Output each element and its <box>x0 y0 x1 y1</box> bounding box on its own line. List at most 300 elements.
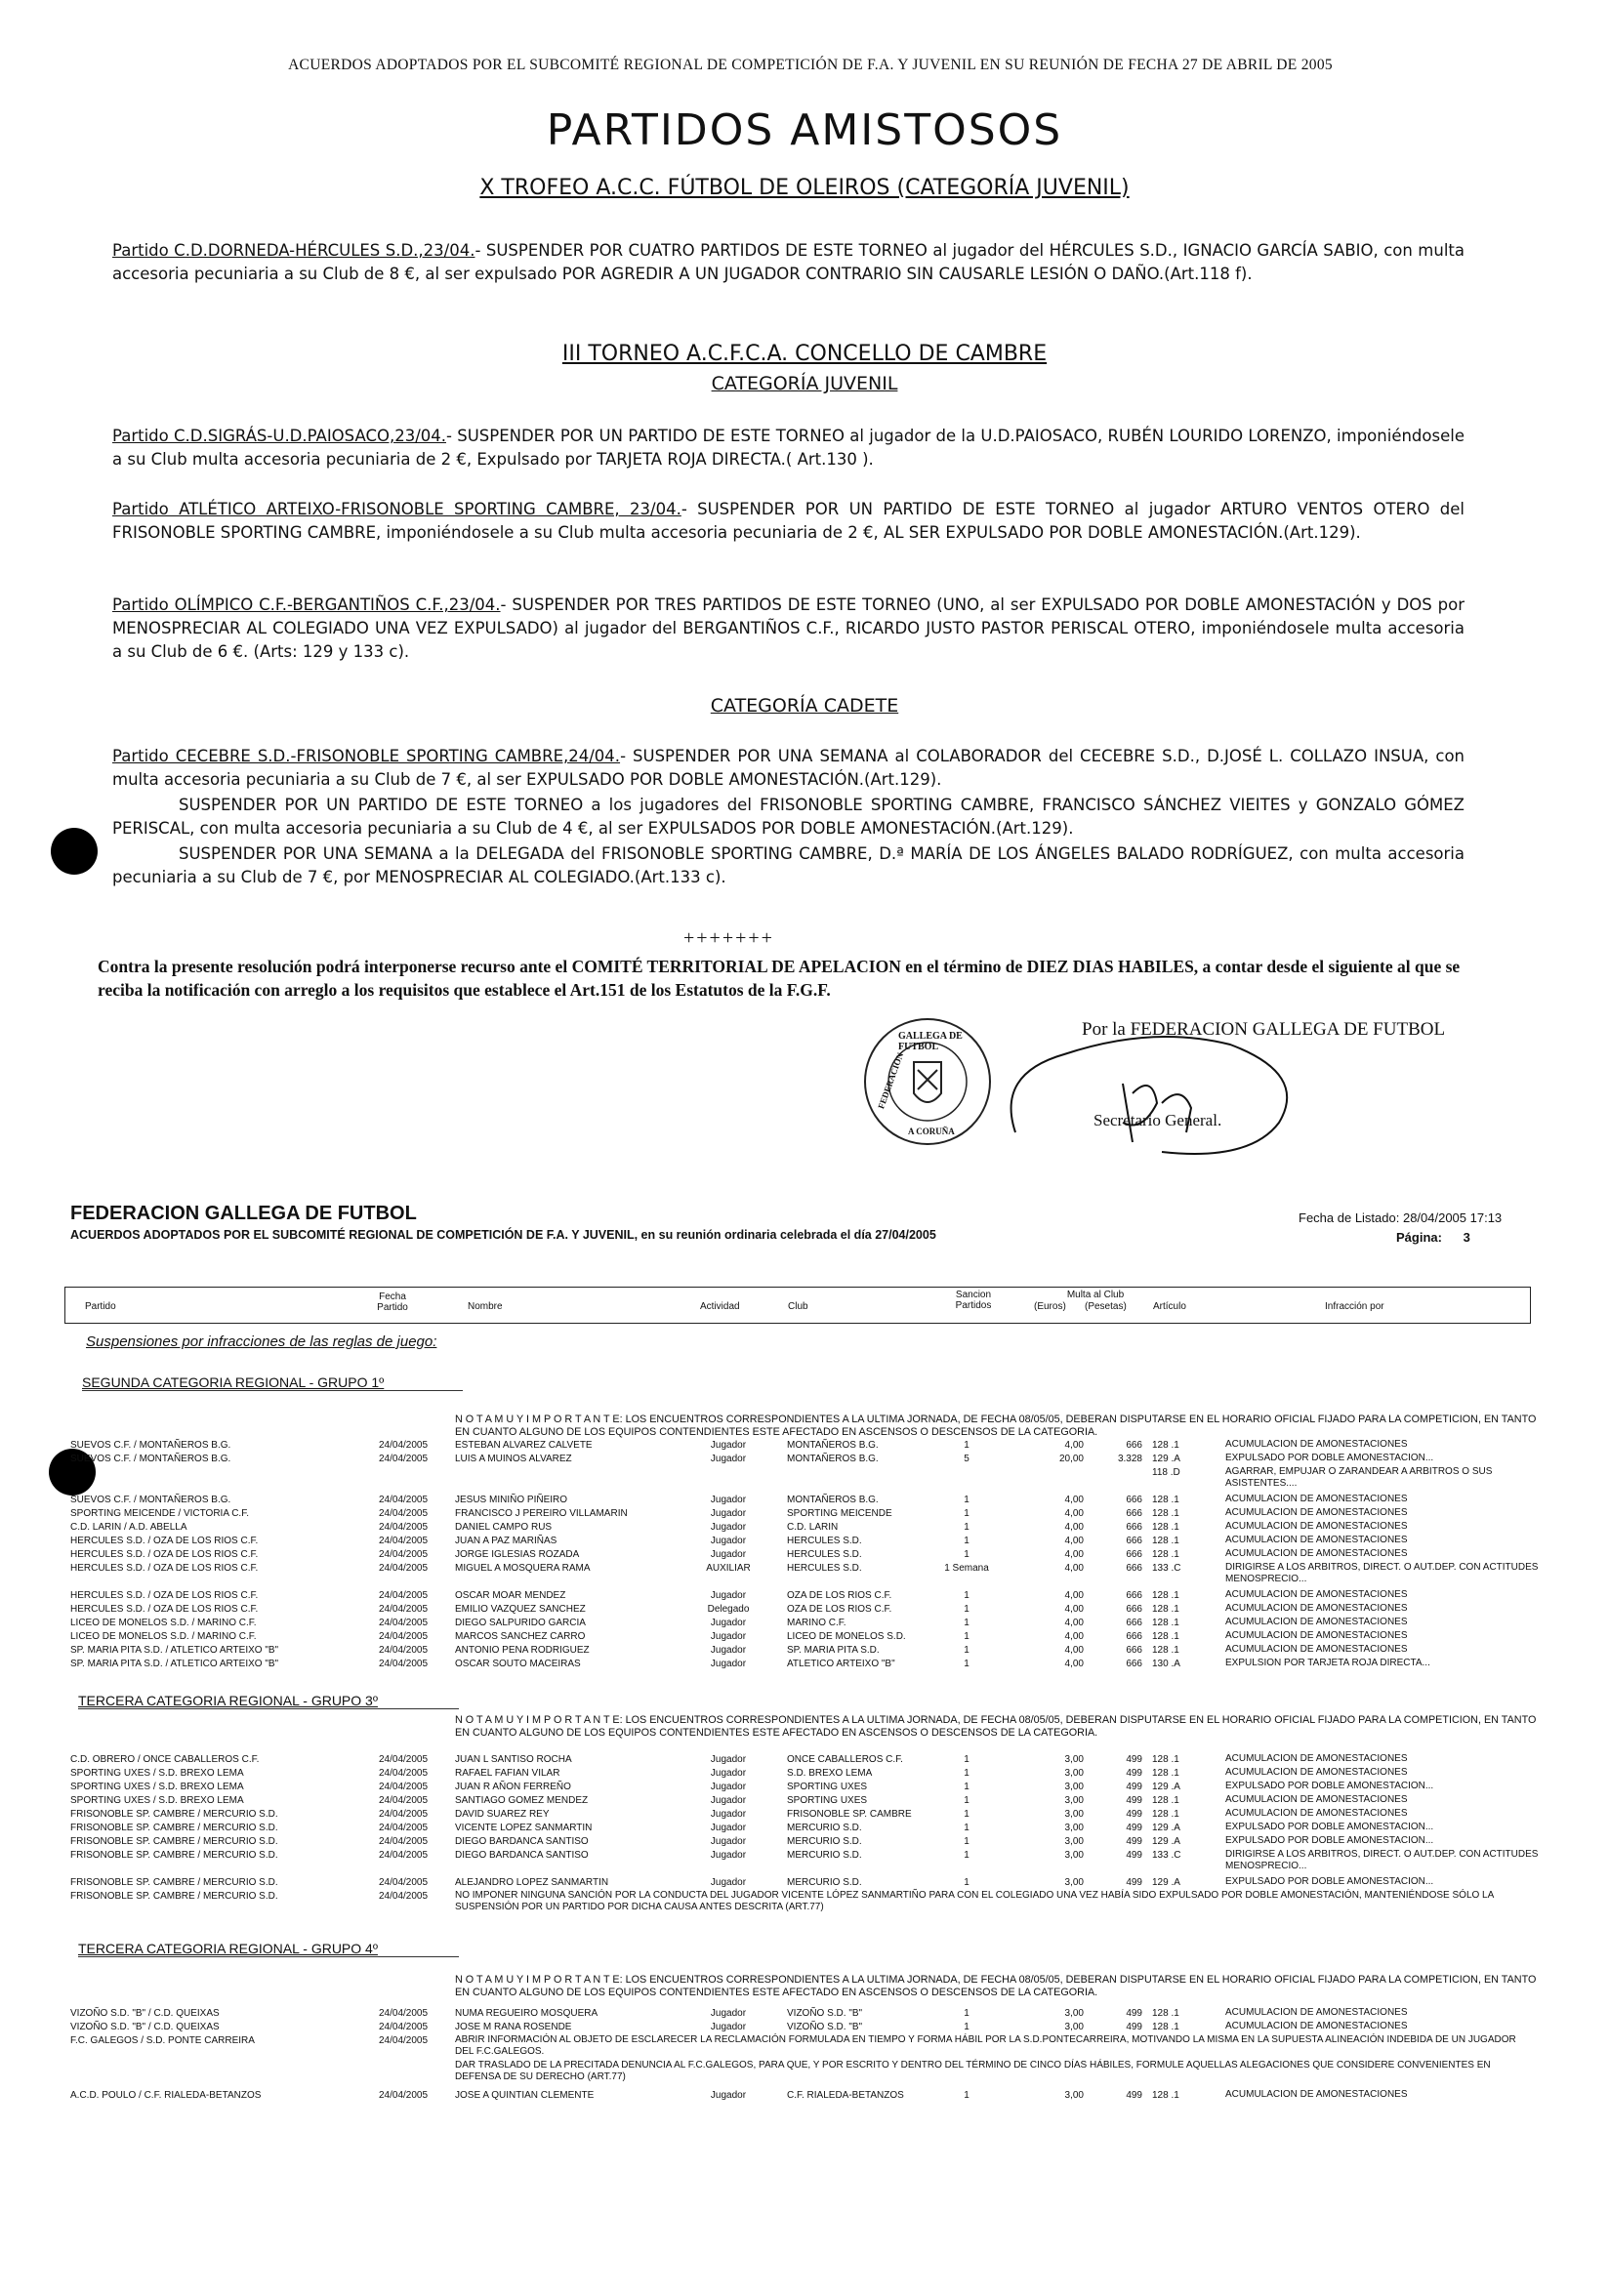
cell-actividad: Jugador <box>710 1440 747 1451</box>
cell-actividad: AUXILIAR <box>706 1563 751 1574</box>
cell-articulo: 128 .1 <box>1152 1440 1179 1451</box>
cell-infraccion: ACUMULACION DE AMONESTACIONES <box>1225 1535 1408 1545</box>
cell-club: ONCE CABALLEROS C.F. <box>787 1754 903 1765</box>
cell-pesetas: 499 <box>1126 1768 1142 1779</box>
cell-club: SPORTING UXES <box>787 1795 868 1806</box>
cell-euros: 4,00 <box>1064 1659 1084 1669</box>
cell-articulo: 133 .C <box>1152 1563 1181 1574</box>
table-row <box>0 1822 1609 1835</box>
important-note: N O T A M U Y I M P O R T A N T E: LOS ENCUENTROS CORRESPONDIENTES A LA ULTIMA JORNADA, DE FECHA 08/05/05, DEBERAN DISPUTARSE EN EL HORARIO OFICIAL FIJADO PARA LA COMPETICION, EN TANTO EN CUANTO ALGUNO DE LOS EQUIPOS CONTENDIENTES ESTE AFECTADO EN ASCENSOS O DESCENSOS DE LA CATEGORIA. <box>455 1714 1537 1739</box>
listing-date: Fecha de Listado: 28/04/2005 17:13 <box>1299 1210 1503 1225</box>
cell-sancion: 1 <box>964 1809 970 1820</box>
cell-fecha: 24/04/2005 <box>379 2090 429 2101</box>
cell-infraccion: ACUMULACION DE AMONESTACIONES <box>1225 1521 1408 1532</box>
table-row <box>0 1849 1609 1871</box>
cell-pesetas: 666 <box>1126 1536 1142 1546</box>
cell-partido: HERCULES S.D. / OZA DE LOS RIOS C.F. <box>70 1590 259 1601</box>
cell-partido: VIZOÑO S.D. "B" / C.D. QUEIXAS <box>70 2022 220 2032</box>
cell-nombre: JORGE IGLESIAS ROZADA <box>455 1549 580 1560</box>
cell-partido: C.D. LARIN / A.D. ABELLA <box>70 1522 187 1533</box>
cell-pesetas: 499 <box>1126 2008 1142 2019</box>
cell-nombre: JOSE M RANA ROSENDE <box>455 2022 572 2032</box>
cell-club: VIZOÑO S.D. "B" <box>787 2022 863 2032</box>
col-euros: (Euros) <box>1034 1301 1066 1312</box>
cell-pesetas: 499 <box>1126 2090 1142 2101</box>
table-row <box>0 1589 1609 1603</box>
cell-articulo: 128 .1 <box>1152 2022 1179 2032</box>
cell-sancion: 1 <box>964 1549 970 1560</box>
table-row <box>0 1767 1609 1781</box>
cell-euros: 3,00 <box>1064 1836 1084 1847</box>
cell-euros: 3,00 <box>1064 1877 1084 1888</box>
cell-articulo: 128 .1 <box>1152 1549 1179 1560</box>
cell-pesetas: 666 <box>1126 1604 1142 1615</box>
cell-euros: 4,00 <box>1064 1563 1084 1574</box>
cell-club: MARINO C.F. <box>787 1618 846 1628</box>
cell-articulo: 128 .1 <box>1152 1809 1179 1820</box>
cell-infraccion: ACUMULACION DE AMONESTACIONES <box>1225 2089 1408 2100</box>
cell-nombre: JUAN A PAZ MARIÑAS <box>455 1536 557 1546</box>
cell-articulo: 128 .1 <box>1152 1522 1179 1533</box>
cell-club: SPORTING UXES <box>787 1782 868 1792</box>
table-row <box>0 1808 1609 1822</box>
cell-club: VIZOÑO S.D. "B" <box>787 2008 863 2019</box>
resolution-text: - SUSPENDER POR UNA SEMANA al COLABORADOR del CECEBRE S.D., D.JOSÉ L. COLLAZO INSUA, con multa accesoria pecuniaria a su Club de 7 €, al ser EXPULSADO POR DOBLE AMONESTACIÓN.(Art.129). <box>112 747 1465 789</box>
cell-actividad: Jugador <box>710 1877 747 1888</box>
cell-fecha: 24/04/2005 <box>379 1563 429 1574</box>
cell-club: S.D. BREXO LEMA <box>787 1768 873 1779</box>
note-text: DAR TRASLADO DE LA PRECITADA DENUNCIA AL F.C.GALEGOS, PARA QUE, Y POR ESCRITO Y DENTRO DEL TÉRMINO DE CINCO DÍAS HÁBILES, FORMULE AQUELLAS ALEGACIONES QUE CONSIDERE CONVENIENTES EN DEFENSA DE SU DERECHO (ART.77) <box>455 2060 1491 2082</box>
cell-articulo: 128 .1 <box>1152 1495 1179 1505</box>
col-club: Club <box>788 1301 808 1312</box>
cell-fecha: 24/04/2005 <box>379 1782 429 1792</box>
cell-actividad: Jugador <box>710 1836 747 1847</box>
cell-pesetas: 666 <box>1126 1495 1142 1505</box>
table-row <box>0 1753 1609 1767</box>
resolution-text: - SUSPENDER POR UN PARTIDO DE ESTE TORNEO al jugador ARTURO VENTOS OTERO del FRISONOBLE SPORTING CAMBRE, imponiéndosele a su Club multa accesoria pecuniaria de 2 €, AL SER EXPULSADO POR DOBLE AMONESTACIÓN.(Art.129). <box>112 500 1465 542</box>
cell-fecha: 24/04/2005 <box>379 1836 429 1847</box>
col-partido: Partido <box>85 1301 116 1312</box>
cell-sancion: 1 <box>964 2008 970 2019</box>
group-rule <box>78 1708 459 1709</box>
cell-articulo: 128 .1 <box>1152 1768 1179 1779</box>
cell-sancion: 1 <box>964 1508 970 1519</box>
cell-pesetas: 499 <box>1126 1877 1142 1888</box>
table-row <box>0 1876 1609 1890</box>
cell-pesetas: 499 <box>1126 1754 1142 1765</box>
cell-fecha: 24/04/2005 <box>379 1631 429 1642</box>
cell-actividad: Jugador <box>710 1754 747 1765</box>
cell-sancion: 1 <box>964 2090 970 2101</box>
cell-club: MERCURIO S.D. <box>787 1836 862 1847</box>
cell-pesetas: 666 <box>1126 1522 1142 1533</box>
cell-actividad: Jugador <box>710 1782 747 1792</box>
resolution-paragraph <box>112 594 1465 664</box>
cell-articulo: 128 .1 <box>1152 1508 1179 1519</box>
cell-infraccion: ACUMULACION DE AMONESTACIONES <box>1225 1589 1408 1600</box>
cell-pesetas: 499 <box>1126 1809 1142 1820</box>
punch-hole <box>51 828 98 875</box>
cell-partido: SPORTING UXES / S.D. BREXO LEMA <box>70 1795 244 1806</box>
cell-nombre: DIEGO BARDANCA SANTISO <box>455 1836 589 1847</box>
cell-euros: 4,00 <box>1064 1590 1084 1601</box>
cell-infraccion: ACUMULACION DE AMONESTACIONES <box>1225 1644 1408 1655</box>
cell-partido: SP. MARIA PITA S.D. / ATLETICO ARTEIXO "B" <box>70 1645 279 1656</box>
col-infraccion: Infracción por <box>1325 1301 1384 1312</box>
cell-actividad: Jugador <box>710 1809 747 1820</box>
page-label: Página: <box>1396 1230 1442 1245</box>
cell-articulo: 118 .D <box>1152 1467 1180 1478</box>
cell-actividad: Jugador <box>710 1495 747 1505</box>
table-header <box>64 1287 1531 1324</box>
cell-infraccion: ACUMULACION DE AMONESTACIONES <box>1225 1617 1408 1627</box>
cell-partido: HERCULES S.D. / OZA DE LOS RIOS C.F. <box>70 1536 259 1546</box>
cell-pesetas: 666 <box>1126 1440 1142 1451</box>
table-row <box>0 1535 1609 1548</box>
group-rule <box>78 1956 459 1957</box>
cell-pesetas: 499 <box>1126 1795 1142 1806</box>
cell-sancion: 1 <box>964 1754 970 1765</box>
cell-pesetas: 499 <box>1126 2022 1142 2032</box>
cell-articulo: 129 .A <box>1152 1782 1180 1792</box>
cell-infraccion: EXPULSADO POR DOBLE AMONESTACION... <box>1225 1876 1434 1887</box>
table-row <box>0 1617 1609 1630</box>
cell-actividad: Jugador <box>710 1631 747 1642</box>
cell-euros: 3,00 <box>1064 1809 1084 1820</box>
cell-actividad: Jugador <box>710 1618 747 1628</box>
cell-infraccion: ACUMULACION DE AMONESTACIONES <box>1225 1808 1408 1819</box>
cell-pesetas: 499 <box>1126 1823 1142 1833</box>
cell-infraccion: EXPULSADO POR DOBLE AMONESTACION... <box>1225 1781 1434 1791</box>
cell-actividad: Jugador <box>710 1850 747 1861</box>
table-row <box>0 1521 1609 1535</box>
col-articulo: Artículo <box>1153 1301 1186 1312</box>
cell-nombre: NUMA REGUEIRO MOSQUERA <box>455 2008 598 2019</box>
cell-actividad: Jugador <box>710 1768 747 1779</box>
cell-infraccion: DIRIGIRSE A LOS ARBITROS, DIRECT. O AUT.DEP. CON ACTITUDES MENOSPRECIO... <box>1225 1562 1539 1584</box>
cell-fecha: 24/04/2005 <box>379 1590 429 1601</box>
cell-euros: 3,00 <box>1064 1795 1084 1806</box>
cell-euros: 3,00 <box>1064 1850 1084 1861</box>
cell-sancion: 1 <box>964 1645 970 1656</box>
cell-articulo: 128 .1 <box>1152 1631 1179 1642</box>
cell-nombre: ALEJANDRO LOPEZ SANMARTIN <box>455 1877 609 1888</box>
appeal-notice: Contra la presente resolución podrá interponerse recurso ante el COMITÉ TERRITORIAL DE APELACION en el término de DIEZ DIAS HABILES, a contar desde el siguiente al que se reciba la notificación con arreglo a los requisitos que establece el Art.151 de los Estatutos de la F.G.F. <box>98 957 1461 1000</box>
cell-partido: VIZOÑO S.D. "B" / C.D. QUEIXAS <box>70 2008 220 2019</box>
cell-partido: A.C.D. POULO / C.F. RIALEDA-BETANZOS <box>70 2090 262 2101</box>
match-label: Partido C.D.DORNEDA-HÉRCULES S.D.,23/04. <box>112 241 475 260</box>
cell-pesetas: 499 <box>1126 1850 1142 1861</box>
cell-articulo: 128 .1 <box>1152 2090 1179 2101</box>
cell-articulo: 128 .1 <box>1152 2008 1179 2019</box>
cell-partido: FRISONOBLE SP. CAMBRE / MERCURIO S.D. <box>70 1836 278 1847</box>
group-title: TERCERA CATEGORIA REGIONAL - GRUPO 3º <box>78 1693 378 1708</box>
cell-nombre: ANTONIO PENA RODRIGUEZ <box>455 1645 590 1656</box>
col-fecha: Fecha Partido <box>377 1292 408 1313</box>
table-row <box>0 1835 1609 1849</box>
cell-actividad: Delegado <box>707 1604 750 1615</box>
cell-sancion: 1 <box>964 2022 970 2032</box>
cell-euros: 3,00 <box>1064 1754 1084 1765</box>
cell-sancion: 1 <box>964 1659 970 1669</box>
cell-articulo: 128 .1 <box>1152 1590 1179 1601</box>
cell-club: MERCURIO S.D. <box>787 1823 862 1833</box>
cell-sancion: 1 <box>964 1850 970 1861</box>
suspensions-section-title: Suspensiones por infracciones de las reglas de juego: <box>86 1333 437 1350</box>
cell-fecha: 24/04/2005 <box>379 2035 429 2046</box>
cell-fecha: 24/04/2005 <box>379 1795 429 1806</box>
table-row <box>0 1494 1609 1507</box>
table-row <box>0 1439 1609 1453</box>
cell-fecha: 24/04/2005 <box>379 1549 429 1560</box>
cell-club: MONTAÑEROS B.G. <box>787 1454 879 1464</box>
cell-nombre: DIEGO BARDANCA SANTISO <box>455 1850 589 1861</box>
cell-partido: FRISONOBLE SP. CAMBRE / MERCURIO S.D. <box>70 1850 278 1861</box>
page-value: 3 <box>1463 1230 1470 1245</box>
cell-articulo: 129 .A <box>1152 1836 1180 1847</box>
cell-nombre: JESUS MINIÑO PIÑEIRO <box>455 1495 568 1505</box>
cell-club: OZA DE LOS RIOS C.F. <box>787 1590 892 1601</box>
cell-fecha: 24/04/2005 <box>379 1454 429 1464</box>
cell-euros: 4,00 <box>1064 1618 1084 1628</box>
cell-club: MERCURIO S.D. <box>787 1877 862 1888</box>
cell-nombre: RAFAEL FAFIAN VILAR <box>455 1768 560 1779</box>
cell-actividad: Jugador <box>710 1508 747 1519</box>
cell-articulo: 129 .A <box>1152 1454 1180 1464</box>
cell-infraccion: EXPULSADO POR DOBLE AMONESTACION... <box>1225 1453 1434 1463</box>
cell-nombre: JUAN R AÑON FERREÑO <box>455 1782 571 1792</box>
table-row <box>0 1548 1609 1562</box>
cell-club: HERCULES S.D. <box>787 1549 862 1560</box>
resolution-paragraph <box>112 498 1465 545</box>
cell-partido: HERCULES S.D. / OZA DE LOS RIOS C.F. <box>70 1563 259 1574</box>
cell-sancion: 1 <box>964 1618 970 1628</box>
cell-pesetas: 499 <box>1126 1836 1142 1847</box>
col-sancion: Sancion Partidos <box>955 1290 992 1311</box>
federation-seal <box>859 1013 996 1150</box>
note-row <box>0 1890 1609 1912</box>
group-title: TERCERA CATEGORIA REGIONAL - GRUPO 4º <box>78 1941 378 1956</box>
cell-articulo: 129 .A <box>1152 1877 1180 1888</box>
cell-euros: 4,00 <box>1064 1440 1084 1451</box>
cell-fecha: 24/04/2005 <box>379 1768 429 1779</box>
cell-sancion: 1 <box>964 1536 970 1546</box>
cell-fecha: 24/04/2005 <box>379 2022 429 2032</box>
col-nombre: Nombre <box>468 1301 503 1312</box>
match-label: Partido OLÍMPICO C.F.-BERGANTIÑOS C.F.,23/04. <box>112 595 501 614</box>
cell-actividad: Jugador <box>710 1645 747 1656</box>
col-actividad: Actividad <box>700 1301 740 1312</box>
cell-euros: 3,00 <box>1064 1768 1084 1779</box>
cell-nombre: DIEGO SALPURIDO GARCIA <box>455 1618 586 1628</box>
cell-articulo: 133 .C <box>1152 1850 1181 1861</box>
cell-sancion: 1 <box>964 1782 970 1792</box>
cell-pesetas: 666 <box>1126 1618 1142 1628</box>
cell-club: ATLETICO ARTEIXO "B" <box>787 1659 895 1669</box>
seal-text-bottom: A CORUÑA <box>908 1127 955 1136</box>
separator-marks: +++++++ <box>683 927 774 949</box>
col-pesetas: (Pesetas) <box>1085 1301 1127 1312</box>
cell-fecha: 24/04/2005 <box>379 1823 429 1833</box>
group-rule <box>82 1390 463 1391</box>
table-row <box>0 1781 1609 1794</box>
cell-partido: SP. MARIA PITA S.D. / ATLETICO ARTEIXO "B" <box>70 1659 279 1669</box>
cell-nombre: ESTEBAN ALVAREZ CALVETE <box>455 1440 593 1451</box>
page-number <box>1396 1230 1470 1245</box>
cell-infraccion: ACUMULACION DE AMONESTACIONES <box>1225 1439 1408 1450</box>
cell-infraccion: EXPULSADO POR DOBLE AMONESTACION... <box>1225 1835 1434 1846</box>
table-row <box>0 1453 1609 1466</box>
col-multa: Multa al Club <box>1066 1290 1125 1300</box>
cell-club: HERCULES S.D. <box>787 1563 862 1574</box>
cell-actividad: Jugador <box>710 1659 747 1669</box>
table-row <box>0 1794 1609 1808</box>
cell-actividad: Jugador <box>710 1454 747 1464</box>
cell-infraccion: ACUMULACION DE AMONESTACIONES <box>1225 1794 1408 1805</box>
cell-club: MONTAÑEROS B.G. <box>787 1495 879 1505</box>
table-row <box>0 1562 1609 1584</box>
cell-partido: C.D. OBRERO / ONCE CABALLEROS C.F. <box>70 1754 260 1765</box>
cell-actividad: Jugador <box>710 2090 747 2101</box>
signature <box>986 1015 1338 1171</box>
cell-euros: 3,00 <box>1064 2008 1084 2019</box>
cell-fecha: 24/04/2005 <box>379 1809 429 1820</box>
cell-pesetas: 499 <box>1126 1782 1142 1792</box>
cell-partido: FRISONOBLE SP. CAMBRE / MERCURIO S.D. <box>70 1809 278 1820</box>
tournament-title-oleiros: X TROFEO A.C.C. FÚTBOL DE OLEIROS (CATEGORÍA JUVENIL) <box>479 176 1130 200</box>
cell-actividad: Jugador <box>710 1522 747 1533</box>
cell-infraccion: ACUMULACION DE AMONESTACIONES <box>1225 1507 1408 1518</box>
cell-partido: SUEVOS C.F. / MONTAÑEROS B.G. <box>70 1440 231 1451</box>
cell-infraccion: ACUMULACION DE AMONESTACIONES <box>1225 1494 1408 1504</box>
note-row <box>0 2034 1609 2057</box>
cell-euros: 4,00 <box>1064 1604 1084 1615</box>
cell-pesetas: 666 <box>1126 1631 1142 1642</box>
cell-articulo: 128 .1 <box>1152 1754 1179 1765</box>
resolution-paragraph <box>112 745 1465 792</box>
cell-partido: SPORTING MEICENDE / VICTORIA C.F. <box>70 1508 249 1519</box>
cell-fecha: 24/04/2005 <box>379 1659 429 1669</box>
cell-infraccion: ACUMULACION DE AMONESTACIONES <box>1225 2007 1408 2018</box>
table-row <box>0 2007 1609 2021</box>
note-text: NO IMPONER NINGUNA SANCIÓN POR LA CONDUCTA DEL JUGADOR VICENTE LÓPEZ SANMARTIÑO PARA CON EL COLEGIADO UNA VEZ HABÍA SIDO EXPULSADO POR DOBLE AMONESTACIÓN, MANTENIÉNDOSE SÓLO LA SUSPENSIÓN POR UN PARTIDO POR DICHA CAUSA ANTES DESCRITA (ART.77) <box>455 1890 1494 1912</box>
important-note: N O T A M U Y I M P O R T A N T E: LOS ENCUENTROS CORRESPONDIENTES A LA ULTIMA JORNADA, DE FECHA 08/05/05, DEBERAN DISPUTARSE EN EL HORARIO OFICIAL FIJADO PARA LA COMPETICION, EN TANTO EN CUANTO ALGUNO DE LOS EQUIPOS CONTENDIENTES ESTE AFECTADO EN ASCENSOS O DESCENSOS DE LA CATEGORIA. <box>455 1974 1537 1998</box>
cell-fecha: 24/04/2005 <box>379 1618 429 1628</box>
cell-pesetas: 666 <box>1126 1549 1142 1560</box>
cell-fecha: 24/04/2005 <box>379 1508 429 1519</box>
cell-nombre: DAVID SUAREZ REY <box>455 1809 550 1820</box>
document-header-line: ACUERDOS ADOPTADOS POR EL SUBCOMITÉ REGIONAL DE COMPETICIÓN DE F.A. Y JUVENIL EN SU REUNIÓN DE FECHA 27 DE ABRIL DE 2005 <box>288 57 1333 73</box>
table-row <box>0 1630 1609 1644</box>
cell-club: SPORTING MEICENDE <box>787 1508 892 1519</box>
cell-fecha: 24/04/2005 <box>379 1495 429 1505</box>
match-label: Partido C.D.SIGRÁS-U.D.PAIOSACO,23/04. <box>112 427 446 445</box>
cell-fecha: 24/04/2005 <box>379 1604 429 1615</box>
cell-fecha: 24/04/2005 <box>379 1645 429 1656</box>
seal-text-top: GALLEGA DE FUTBOL <box>898 1031 963 1052</box>
cell-partido: HERCULES S.D. / OZA DE LOS RIOS C.F. <box>70 1549 259 1560</box>
cell-club: MERCURIO S.D. <box>787 1850 862 1861</box>
table-row <box>0 2021 1609 2034</box>
cell-infraccion: EXPULSADO POR DOBLE AMONESTACION... <box>1225 1822 1434 1832</box>
cell-infraccion: ACUMULACION DE AMONESTACIONES <box>1225 1753 1408 1764</box>
group-title: SEGUNDA CATEGORIA REGIONAL - GRUPO 1º <box>82 1374 385 1390</box>
cell-articulo: 129 .A <box>1152 1823 1180 1833</box>
cell-infraccion: AGARRAR, EMPUJAR O ZARANDEAR A ARBITROS O SUS ASISTENTES.... <box>1225 1466 1493 1489</box>
cell-infraccion: ACUMULACION DE AMONESTACIONES <box>1225 2021 1408 2031</box>
resolution-text: - SUSPENDER POR CUATRO PARTIDOS DE ESTE TORNEO al jugador del HÉRCULES S.D., IGNACIO GARCÍA SABIO, con multa accesoria pecuniaria a su Club de 8 €, al ser expulsado POR AGREDIR A UN JUGADOR CONTRARIO SIN CAUSARLE LESIÓN O DAÑO.(Art.118 f). <box>112 241 1465 283</box>
cell-articulo: 128 .1 <box>1152 1604 1179 1615</box>
cell-actividad: Jugador <box>710 1795 747 1806</box>
cell-sancion: 1 <box>964 1631 970 1642</box>
cell-articulo: 128 .1 <box>1152 1536 1179 1546</box>
cell-partido: F.C. GALEGOS / S.D. PONTE CARREIRA <box>70 2035 255 2046</box>
match-label: Partido ATLÉTICO ARTEIXO-FRISONOBLE SPORTING CAMBRE, 23/04. <box>112 500 681 518</box>
signer-role: Secretario General. <box>1093 1111 1222 1129</box>
cell-partido: FRISONOBLE SP. CAMBRE / MERCURIO S.D. <box>70 1891 278 1902</box>
cell-partido: HERCULES S.D. / OZA DE LOS RIOS C.F. <box>70 1604 259 1615</box>
cell-articulo: 128 .1 <box>1152 1795 1179 1806</box>
cell-euros: 3,00 <box>1064 1823 1084 1833</box>
cell-club: MONTAÑEROS B.G. <box>787 1440 879 1451</box>
seal-text-left: FEDERACION <box>876 1050 906 1111</box>
cell-nombre: JOSE A QUINTIAN CLEMENTE <box>455 2090 595 2101</box>
table-row <box>0 1466 1609 1489</box>
cell-nombre: FRANCISCO J PEREIRO VILLAMARIN <box>455 1508 628 1519</box>
cell-sancion: 1 <box>964 1877 970 1888</box>
resolution-paragraph: SUSPENDER POR UN PARTIDO DE ESTE TORNEO a los jugadores del FRISONOBLE SPORTING CAMBRE, FRANCISCO SÁNCHEZ VIEITES y GONZALO GÓMEZ PERISCAL, con multa accesoria pecuniaria a su Club de 4 €, al ser EXPULSADOS POR DOBLE AMONESTACIÓN.(Art.129). <box>112 796 1465 838</box>
table-row <box>0 1507 1609 1521</box>
cell-nombre: JUAN L SANTISO ROCHA <box>455 1754 572 1765</box>
cell-sancion: 1 <box>964 1495 970 1505</box>
cell-actividad: Jugador <box>710 2008 747 2019</box>
cell-sancion: 1 <box>964 1604 970 1615</box>
cell-euros: 4,00 <box>1064 1522 1084 1533</box>
cell-infraccion: ACUMULACION DE AMONESTACIONES <box>1225 1603 1408 1614</box>
cell-articulo: 130 .A <box>1152 1659 1180 1669</box>
signer-organization: Por la FEDERACION GALLEGA DE FUTBOL <box>1082 1019 1446 1040</box>
cell-infraccion: EXPULSION POR TARJETA ROJA DIRECTA... <box>1225 1658 1430 1668</box>
cell-actividad: Jugador <box>710 1823 747 1833</box>
cell-fecha: 24/04/2005 <box>379 1536 429 1546</box>
cell-sancion: 1 <box>964 1795 970 1806</box>
cell-fecha: 24/04/2005 <box>379 1754 429 1765</box>
cell-sancion: 1 <box>964 1440 970 1451</box>
cell-articulo: 128 .1 <box>1152 1618 1179 1628</box>
cell-fecha: 24/04/2005 <box>379 1891 429 1902</box>
category-juvenil: CATEGORÍA JUVENIL <box>711 373 898 394</box>
tournament-title-cambre: III TORNEO A.C.F.C.A. CONCELLO DE CAMBRE <box>561 342 1048 366</box>
cell-nombre: EMILIO VAZQUEZ SANCHEZ <box>455 1604 586 1615</box>
cell-club: C.D. LARIN <box>787 1522 839 1533</box>
cell-nombre: MIGUEL A MOSQUERA RAMA <box>455 1563 591 1574</box>
cell-nombre: SANTIAGO GOMEZ MENDEZ <box>455 1795 589 1806</box>
cell-infraccion: DIRIGIRSE A LOS ARBITROS, DIRECT. O AUT.DEP. CON ACTITUDES MENOSPRECIO... <box>1225 1849 1539 1871</box>
cell-pesetas: 666 <box>1126 1563 1142 1574</box>
cell-euros: 4,00 <box>1064 1631 1084 1642</box>
cell-nombre: VICENTE LOPEZ SANMARTIN <box>455 1823 593 1833</box>
cell-pesetas: 666 <box>1126 1659 1142 1669</box>
cell-club: HERCULES S.D. <box>787 1536 862 1546</box>
cell-club: LICEO DE MONELOS S.D. <box>787 1631 906 1642</box>
cell-partido: FRISONOBLE SP. CAMBRE / MERCURIO S.D. <box>70 1877 278 1888</box>
cell-pesetas: 3.328 <box>1117 1454 1142 1464</box>
cell-club: OZA DE LOS RIOS C.F. <box>787 1604 892 1615</box>
cell-fecha: 24/04/2005 <box>379 1522 429 1533</box>
cell-sancion: 1 <box>964 1768 970 1779</box>
resolution-text: - SUSPENDER POR UN PARTIDO DE ESTE TORNEO al jugador de la U.D.PAIOSACO, RUBÉN LOURIDO LORENZO, imponiéndosele a su Club multa accesoria pecuniaria de 2 €, Expulsado por TARJETA ROJA DIRECTA.( Art.130 ). <box>112 427 1465 469</box>
cell-euros: 3,00 <box>1064 2090 1084 2101</box>
